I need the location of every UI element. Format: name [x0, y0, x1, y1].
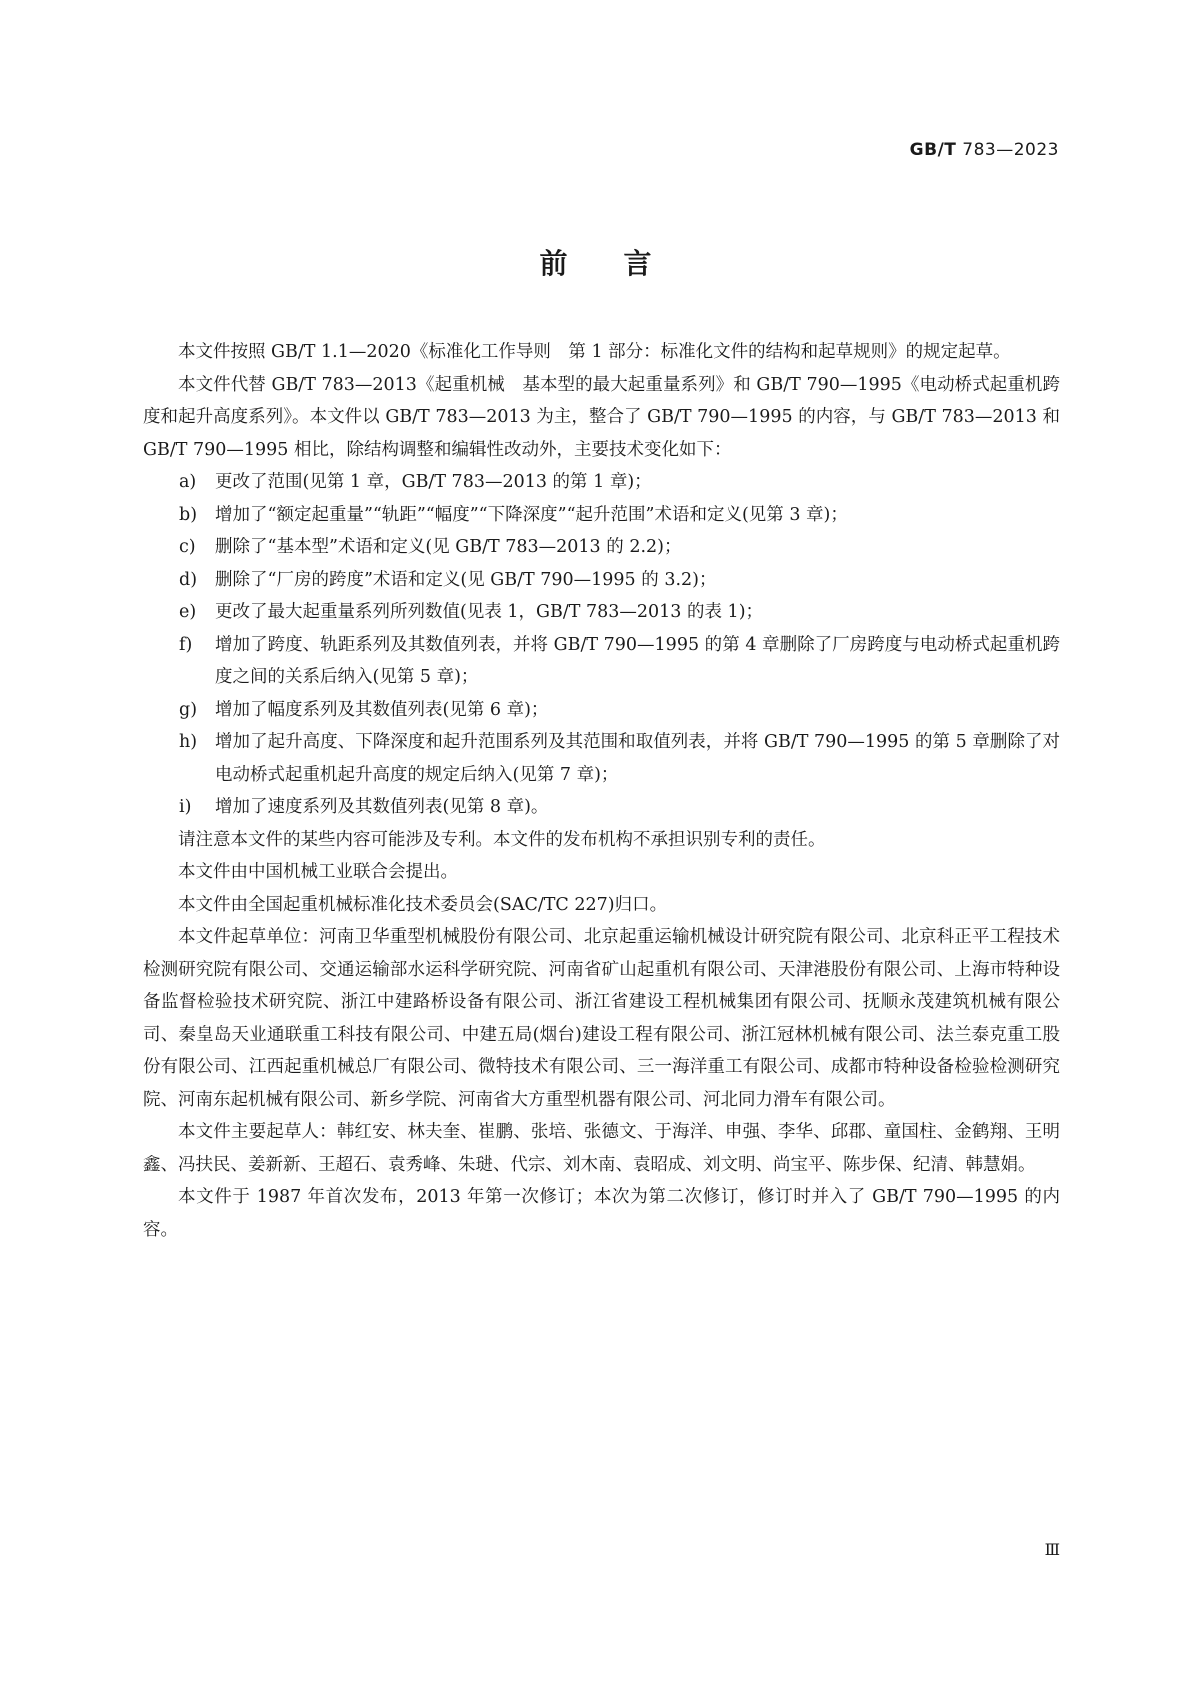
list-item-text: 更改了最大起重量系列所列数值(见表 1，GB/T 783—2013 的表 1)；: [215, 602, 764, 622]
list-item-marker: d): [179, 569, 198, 590]
paragraph-proposer: 本文件由中国机械工业联合会提出。: [178, 862, 458, 882]
list-item-marker: e): [179, 602, 197, 622]
paragraph-replacement: 本文件代替 GB/T 783—2013《起重机械 基本型的最大起重量系列》和 GB/T 790—1995《电动桥式起重机跨度和起升高度系列》。本文件以 GB/T 783—2013 为主，整合了 GB/T 790—1995 的内容，与 GB/T 783—2013 和 GB/T 790—1995 相比，除结构调整和编辑性改动外，主要技术变化如下：: [143, 374, 1060, 460]
list-item-text: 增加了起升高度、下降深度和起升范围系列及其范围和取值列表，并将 GB/T 790—1995 的第 5 章删除了对电动桥式起重机起升高度的规定后纳入(见第 7 章)；: [215, 732, 1060, 785]
list-item-marker: a): [179, 472, 197, 492]
document-code: [910, 140, 1059, 160]
list-item-marker: g): [179, 699, 198, 720]
list-item: [143, 694, 1060, 727]
list-item-marker: i): [179, 797, 192, 817]
list-item: [143, 629, 1060, 694]
paragraph-technical-committee: 本文件由全国起重机械标准化技术委员会(SAC/TC 227)归口。: [178, 894, 668, 915]
paragraph-publication-history: 本文件于 1987 年首次发布，2013 年第一次修订；本次为第二次修订，修订时并入了 GB/T 790—1995 的内容。: [143, 1187, 1060, 1240]
list-item-marker: c): [179, 537, 196, 557]
list-item: [143, 791, 1060, 824]
list-item-text: 增加了速度系列及其数值列表(见第 8 章)。: [215, 797, 549, 817]
document-body: [143, 336, 1060, 1246]
list-item: [143, 726, 1060, 791]
list-item-text: 增加了跨度、轨距系列及其数值列表，并将 GB/T 790—1995 的第 4 章删除了厂房跨度与电动桥式起重机跨度之间的关系后纳入(见第 5 章)；: [215, 634, 1060, 687]
list-item-text: 删除了“厂房的跨度”术语和定义(见 GB/T 790—1995 的 3.2)；: [215, 569, 717, 590]
page-title: 前言: [539, 247, 708, 280]
list-item: [143, 564, 1060, 597]
paragraph-drafting-organizations: 本文件起草单位：河南卫华重型机械股份有限公司、北京起重运输机械设计研究院有限公司、北京科正平工程技术检测研究院有限公司、交通运输部水运科学研究院、河南省矿山起重机有限公司、天津港股份有限公司、上海市特种设备监督检验技术研究院、浙江中建路桥设备有限公司、浙江省建设工程机械集团有限公司、抚顺永茂建筑机械有限公司、秦皇岛天业通联重工科技有限公司、中建五局(烟台)建设工程有限公司、浙江冠林机械有限公司、法兰泰克重工股份有限公司、江西起重机械总厂有限公司、微特技术有限公司、三一海洋重工有限公司、成都市特种设备检验检测研究院、河南东起机械有限公司、新乡学院、河南省大方重型机器有限公司、河北同力滑车有限公司。: [143, 927, 1060, 1110]
list-item: [143, 531, 1060, 564]
page-number: Ⅲ: [1044, 1540, 1059, 1559]
list-item-text: 增加了幅度系列及其数值列表(见第 6 章)；: [215, 699, 549, 720]
paragraph-main-drafters: 本文件主要起草人：韩红安、林夫奎、崔鹏、张培、张德文、于海洋、申强、李华、邱郡、童国柱、金鹤翔、王明鑫、冯扶民、姜新新、王超石、袁秀峰、朱琎、代宗、刘木南、袁昭成、刘文明、尚宝平、陈步保、纪清、韩慧娟。: [143, 1122, 1060, 1175]
list-item: [143, 466, 1060, 499]
changes-list: [143, 466, 1060, 824]
list-item-marker: b): [179, 504, 198, 525]
list-item: [143, 499, 1060, 532]
list-item-text: 增加了“额定起重量”“轨距”“幅度”“下降深度”“起升范围”术语和定义(见第 3 章)；: [215, 504, 848, 525]
document-code-prefix: GB/T: [909, 140, 957, 160]
document-code-number: 783—2023: [962, 140, 1059, 160]
list-item: [143, 596, 1060, 629]
paragraph-patent-notice: 请注意本文件的某些内容可能涉及专利。本文件的发布机构不承担识别专利的责任。: [178, 829, 826, 850]
list-item-text: 删除了“基本型”术语和定义(见 GB/T 783—2013 的 2.2)；: [215, 537, 682, 557]
paragraph-drafting-rules: 本文件按照 GB/T 1.1—2020《标准化工作导则 第 1 部分：标准化文件的结构和起草规则》的规定起草。: [178, 342, 1011, 362]
list-item-marker: h): [179, 732, 198, 752]
list-item-text: 更改了范围(见第 1 章，GB/T 783—2013 的第 1 章)；: [215, 472, 652, 492]
list-item-marker: f): [179, 634, 193, 655]
